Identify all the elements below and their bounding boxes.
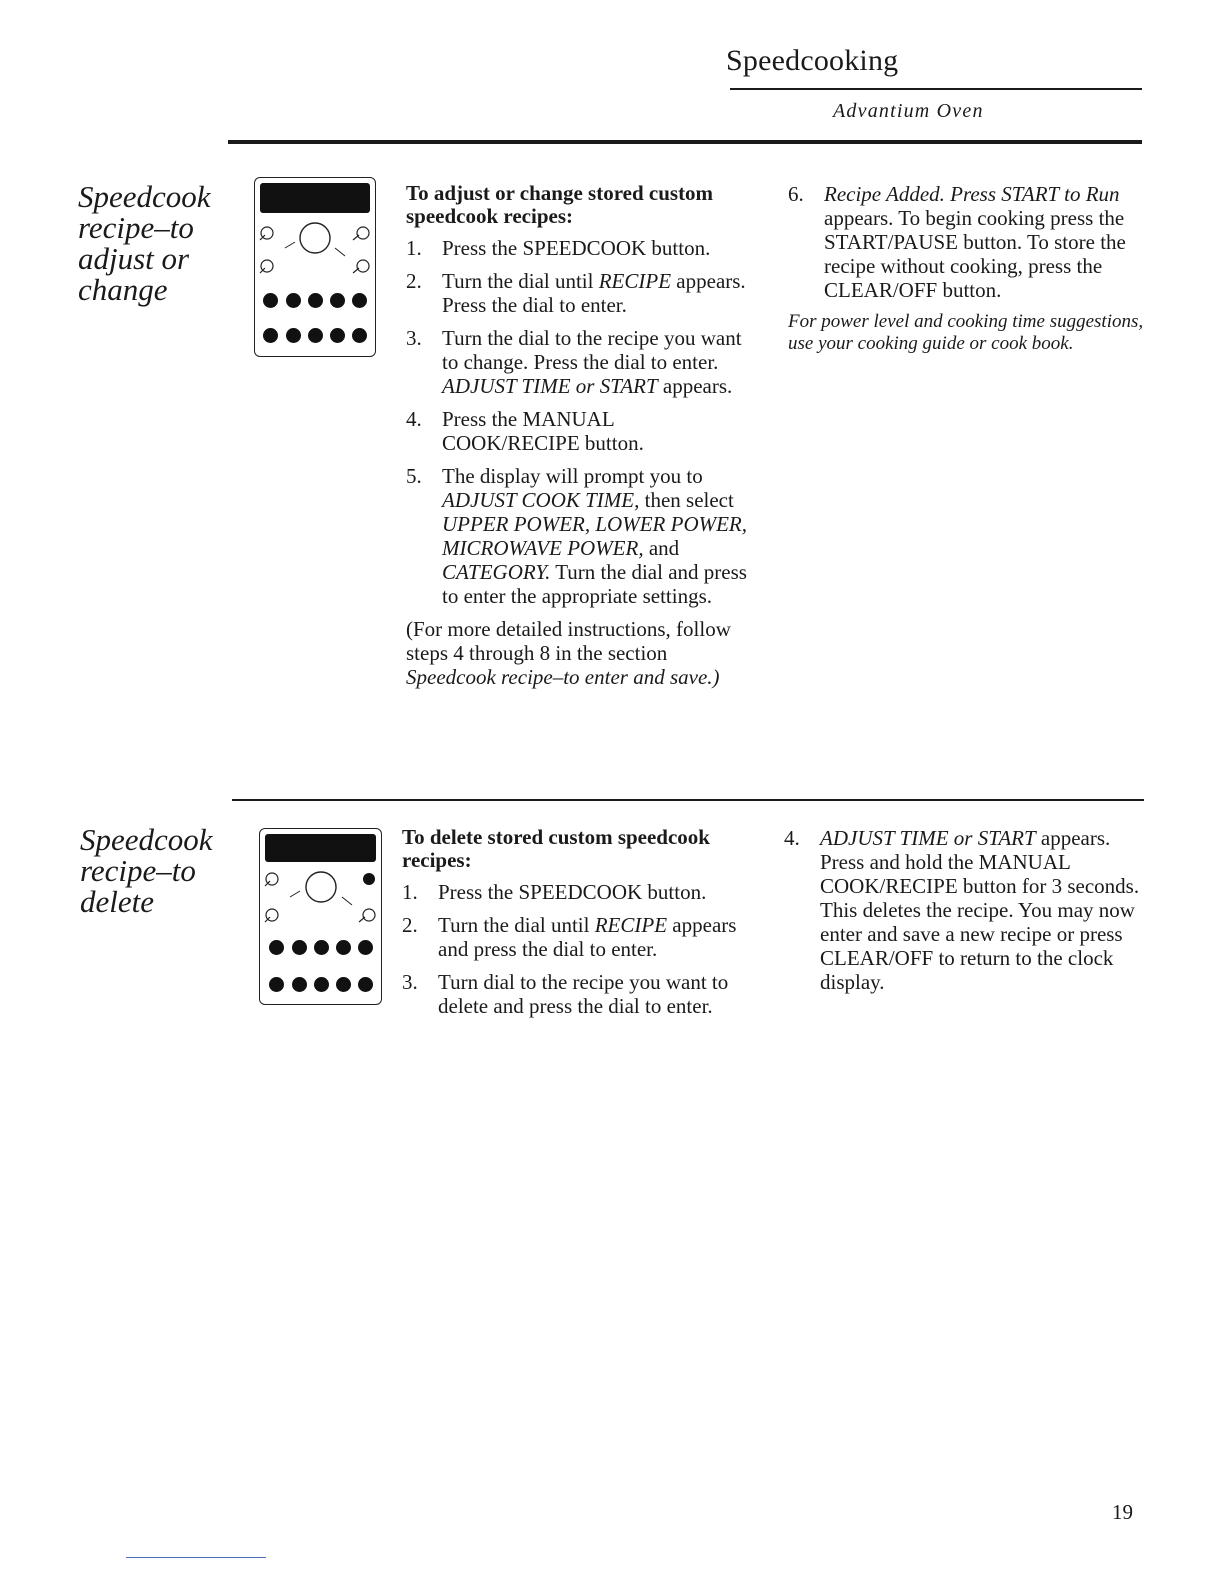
list-item: [788, 182, 1144, 302]
step-text: Turn the dial until RECIPE appears and press the dial to enter.: [438, 913, 737, 961]
section-divider: [232, 799, 1144, 801]
page-header-subtitle: Advantium Oven: [833, 100, 984, 122]
step-text: Turn the dial until RECIPE appears. Press the dial to enter.: [442, 269, 746, 317]
panel-button-dot: [269, 940, 284, 955]
step-number: 1.: [402, 880, 418, 904]
panel-button-dot: [269, 977, 284, 992]
panel-button-dot: [358, 940, 373, 955]
list-item: [406, 269, 751, 317]
panel-button-dot: [352, 293, 367, 308]
step-text: Press the SPEEDCOOK button.: [442, 236, 711, 260]
control-panel-diagram-icon: [254, 177, 376, 357]
list-item: [402, 880, 747, 904]
step-number: 5.: [406, 464, 422, 488]
panel-button-dot: [330, 293, 345, 308]
step-number: 2.: [406, 269, 422, 293]
panel-button-dot: [286, 328, 301, 343]
page-header-title: Speedcooking: [726, 44, 899, 77]
panel-button-dot: [308, 328, 323, 343]
step-text: Press the SPEEDCOOK button.: [438, 880, 707, 904]
step-number: 4.: [784, 826, 800, 850]
step-number: 3.: [406, 326, 422, 350]
step-text: Turn dial to the recipe you want to delete and press the dial to enter.: [438, 970, 729, 1018]
delete-heading: To delete stored custom speedcook recipes:: [402, 825, 710, 872]
step-text: Press the MANUAL COOK/RECIPE button.: [442, 407, 644, 455]
page-number: 19: [1112, 1500, 1133, 1524]
adjust-instructions-column: [406, 182, 751, 689]
list-item: [406, 236, 751, 260]
step-number: 3.: [402, 970, 418, 994]
step-text: The display will prompt you to ADJUST COOK TIME, then select UPPER POWER, LOWER POWER, MICROWAVE POWER, and CATEGORY. Turn the dial and press to enter the appropriate settings.: [442, 464, 748, 608]
list-item: [402, 913, 747, 961]
panel-button-dot: [330, 328, 345, 343]
top-divider: [228, 140, 1142, 144]
panel-button-dot: [336, 977, 351, 992]
panel-button-dot: [308, 293, 323, 308]
list-item: [406, 326, 751, 398]
panel-button-dot: [292, 940, 307, 955]
step-number: 6.: [788, 182, 804, 206]
step-number: 4.: [406, 407, 422, 431]
panel-button-dot: [263, 293, 278, 308]
list-item: [402, 970, 747, 1018]
panel-button-dot: [358, 977, 373, 992]
panel-button-dot: [314, 977, 329, 992]
header-divider: [730, 88, 1142, 90]
panel-button-dot: [263, 328, 278, 343]
delete-instructions-column: [402, 826, 747, 1027]
panel-button-dot: [286, 293, 301, 308]
panel-button-dot: [336, 940, 351, 955]
list-item: [406, 407, 751, 455]
list-item: [784, 826, 1144, 994]
step-number: 1.: [406, 236, 422, 260]
footer-rule: [126, 1557, 266, 1558]
delete-instructions-column-2: [784, 826, 1144, 1003]
step-number: 2.: [402, 913, 418, 937]
step-text: Turn the dial to the recipe you want to change. Press the dial to enter. ADJUST TIME or START appears.: [442, 326, 742, 398]
section-title-delete: Speedcook recipe–to delete: [80, 822, 213, 919]
adjust-heading: To adjust or change stored custom speedcook recipes:: [406, 181, 714, 228]
adjust-instructions-column-2: [788, 182, 1144, 355]
panel-button-dot: [352, 328, 367, 343]
list-item: [406, 464, 751, 608]
step-text: ADJUST TIME or START appears. Press and hold the MANUAL COOK/RECIPE button for 3 seconds. This deletes the recipe. You may now enter and save a new recipe or press CLEAR/OFF to return to the clock display.: [820, 826, 1140, 994]
panel-button-dot: [314, 940, 329, 955]
control-panel-diagram-icon: [259, 828, 382, 1005]
section-title-adjust: Speedcook recipe–to adjust or change: [78, 179, 211, 307]
panel-button-dot: [292, 977, 307, 992]
step-text: Recipe Added. Press START to Run appears. To begin cooking press the START/PAUSE button. To store the recipe without cooking, press the CLEAR/OFF button.: [824, 182, 1126, 302]
detailed-instructions-note: (For more detailed instructions, follow steps 4 through 8 in the section Speedcook recipe–to enter and save.): [406, 617, 731, 689]
cooking-guide-note: For power level and cooking time suggestions, use your cooking guide or cook book.: [788, 311, 1144, 354]
